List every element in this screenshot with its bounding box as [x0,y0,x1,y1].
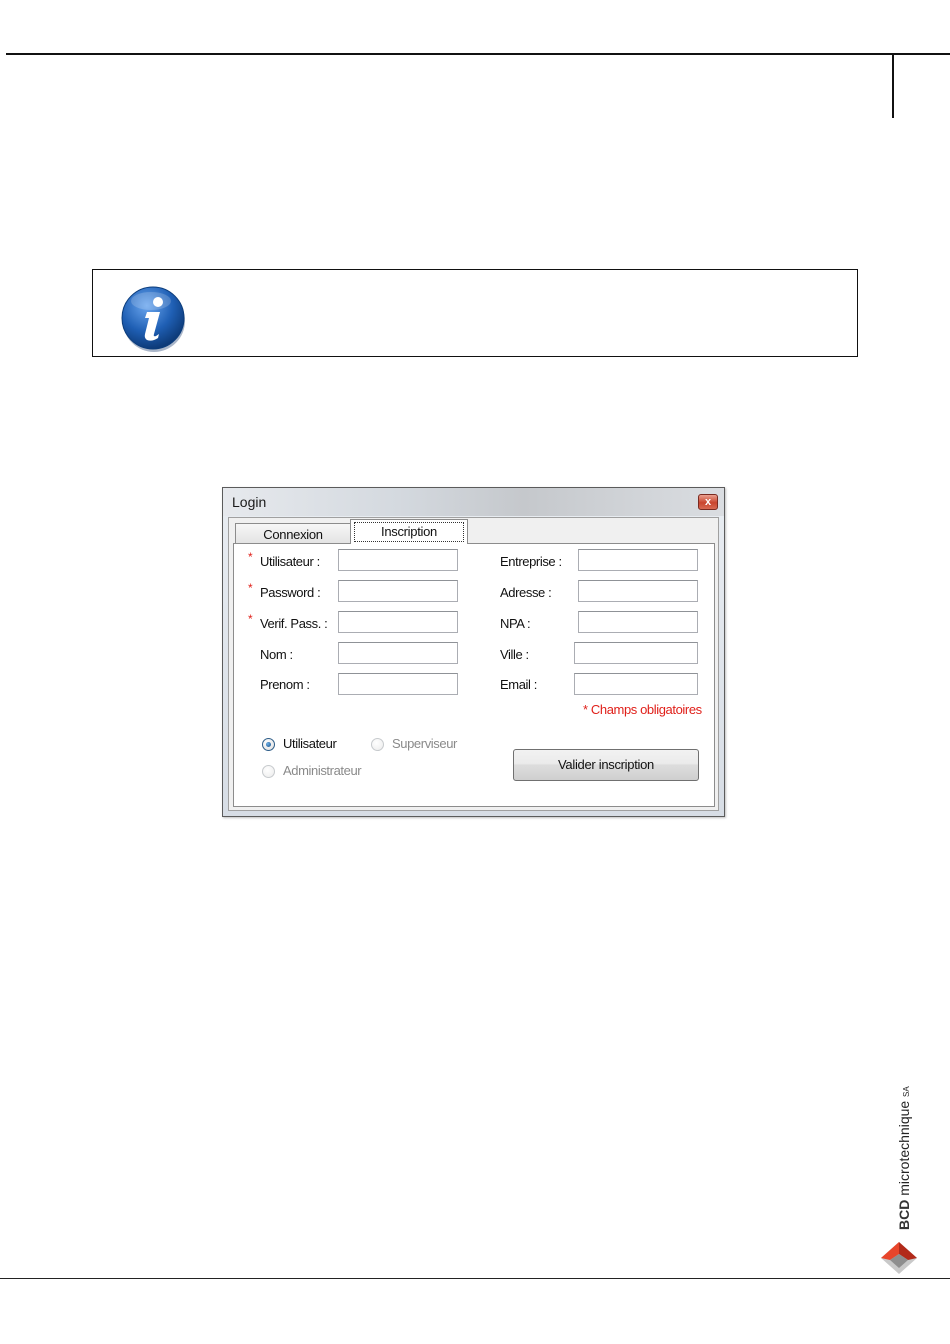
info-note-box [92,269,858,357]
brand-name-bold: BCD [896,1199,912,1230]
brand-name [896,1086,912,1230]
required-marker: * [248,550,253,564]
label-password: Password : [260,585,321,600]
role-administrateur-label[interactable]: Administrateur [283,763,362,778]
brand-name-rest: microtechnique [896,1100,912,1196]
role-utilisateur-radio[interactable] [262,738,275,751]
label-ville: Ville : [500,647,529,662]
header-rule-vertical [892,55,894,118]
valider-inscription-button[interactable]: Valider inscription [513,749,699,781]
label-prenom: Prenom : [260,677,310,692]
email-input[interactable] [574,673,698,695]
required-marker: * [248,612,253,626]
entreprise-input[interactable] [578,549,698,571]
ville-input[interactable] [574,642,698,664]
utilisateur-input[interactable] [338,549,458,571]
role-superviseur-label[interactable]: Superviseur [392,736,457,751]
brand-suffix: SA [902,1086,911,1097]
login-dialog [222,487,725,817]
npa-input[interactable] [578,611,698,633]
verif-pass-input[interactable] [338,611,458,633]
label-email: Email : [500,677,537,692]
adresse-input[interactable] [578,580,698,602]
label-adresse: Adresse : [500,585,552,600]
role-superviseur-radio[interactable] [371,738,384,751]
company-brand [860,1080,930,1280]
brand-logo-icon [878,1238,920,1276]
label-entreprise: Entreprise : [500,554,562,569]
footer-rule [0,1278,950,1279]
role-administrateur-radio[interactable] [262,765,275,778]
header-rule [6,53,950,55]
required-marker: * [248,581,253,595]
info-icon [121,286,187,352]
nom-input[interactable] [338,642,458,664]
prenom-input[interactable] [338,673,458,695]
label-utilisateur: Utilisateur : [260,554,320,569]
required-fields-note: * Champs obligatoires [583,702,702,717]
title-bar[interactable] [223,488,724,516]
label-npa: NPA : [500,616,531,631]
dialog-title: Login [232,494,267,510]
close-button[interactable]: x [698,494,718,510]
tab-inscription[interactable] [350,519,468,544]
tab-connexion[interactable]: Connexion [235,523,351,544]
role-utilisateur-label[interactable]: Utilisateur [283,736,337,751]
password-input[interactable] [338,580,458,602]
label-verif-pass: Verif. Pass. : [260,616,328,631]
label-nom: Nom : [260,647,293,662]
tab-inscription-label: Inscription [354,522,464,542]
